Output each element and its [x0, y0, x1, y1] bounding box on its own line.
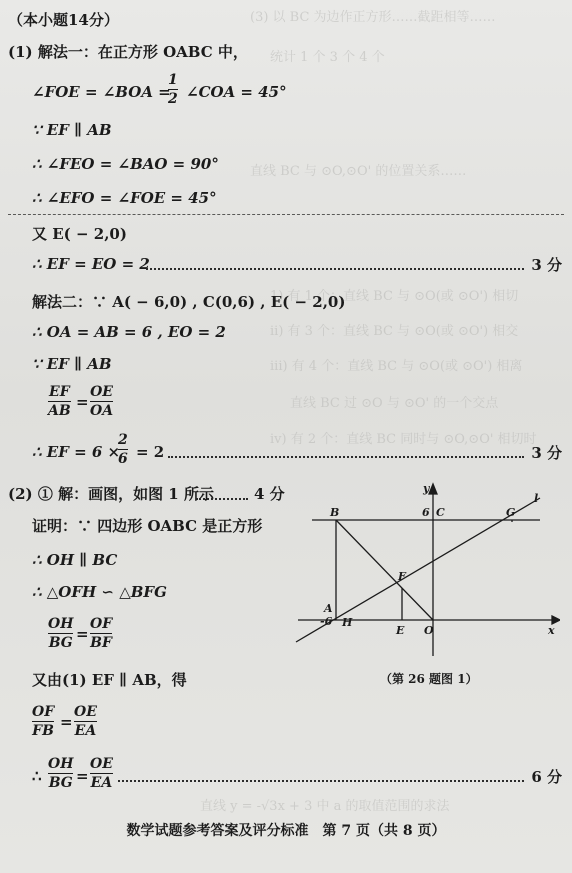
fraction-bar — [48, 401, 71, 402]
label-h: H — [342, 616, 353, 629]
line1-tail: ∠COA = 45° — [186, 83, 287, 101]
fraction-bar — [48, 633, 73, 634]
label-c: C — [436, 506, 445, 519]
ghost-text: iv) 有 2 个：直线 BC 同时与 ⊙O,⊙O' 相切时 — [270, 432, 537, 447]
part1-line2: ∵ EF ∥ AB — [32, 121, 112, 139]
fraction-numerator: OH — [48, 616, 74, 632]
page-footer: 数学试题参考答案及评分标准 第 7 页（共 8 页） — [126, 823, 446, 839]
score-4: 4 分 — [254, 485, 285, 503]
alt-solution-label: 解法二：∵ A( − 6,0) , C(0,6) , E( − 2,0) — [32, 293, 346, 311]
label-x: x — [548, 624, 555, 637]
fraction-denominator: BF — [90, 635, 112, 651]
part1-line5: 又 E( − 2,0) — [32, 225, 127, 243]
fraction-bar — [90, 773, 113, 774]
part1-line3: ∴ ∠FEO = ∠BAO = 90° — [32, 155, 219, 173]
part1-line1 — [32, 82, 171, 102]
label-a: A — [324, 602, 333, 615]
dot-leader — [196, 498, 248, 500]
fraction-ef-ab — [48, 384, 71, 419]
part1-label: (1) 解法一：在正方形 OABC 中， — [8, 43, 248, 61]
ghost-text: 直线 BC 与 ⊙O,⊙O' 的位置关系…… — [250, 164, 467, 179]
fraction-oe-ea — [74, 704, 97, 739]
proof-line3: ∴ △OFH ∽ △BFG — [32, 583, 167, 601]
dashed-separator — [8, 214, 564, 215]
fraction-half — [168, 72, 178, 107]
fraction-numerator: 2 — [118, 432, 128, 448]
alt-line4: ∴ EF = 6 × — [32, 443, 121, 461]
coordinate-figure — [290, 480, 560, 660]
conclusion-therefore: ∴ — [32, 767, 42, 785]
ghost-text: ii) 有 3 个：直线 BC 与 ⊙O(或 ⊙O') 相交 — [270, 324, 519, 339]
ghost-text: 直线 BC 过 ⊙O 与 ⊙O' 的一个交点 — [290, 396, 499, 411]
label-b: B — [330, 506, 340, 519]
label-o: O — [424, 624, 434, 637]
ghost-text: 统计 1 个 3 个 4 个 — [270, 50, 385, 65]
fraction-oh-bg-final — [48, 756, 73, 791]
fraction-numerator: OF — [32, 704, 55, 720]
part2-label: (2) ① 解：画图，如图 1 所示 — [8, 485, 214, 503]
fraction-numerator: OF — [90, 616, 113, 632]
fraction-bar — [32, 721, 54, 722]
fraction-bar — [118, 449, 128, 450]
equals-sign: = — [76, 767, 89, 785]
score-6: 6 分 — [531, 768, 562, 786]
fraction-bar — [168, 89, 178, 90]
score-3-b: 3 分 — [531, 444, 562, 462]
fraction-denominator: AB — [48, 403, 71, 419]
label-e: E — [396, 624, 405, 637]
fraction-bar — [90, 401, 113, 402]
fraction-denominator: FB — [32, 723, 54, 739]
figure-caption: （第 26 题图 1） — [380, 672, 478, 686]
fraction-numerator: OE — [90, 384, 113, 400]
label-six-top: 6 — [422, 506, 430, 519]
fraction-of-fb — [32, 704, 54, 739]
equals-sign: = — [76, 625, 89, 643]
alt-line4-tail: = 2 — [136, 443, 165, 461]
alt-line2: ∵ EF ∥ AB — [32, 355, 112, 373]
ghost-text: (3) 以 BC 为边作正方形……截距相等…… — [250, 10, 496, 25]
ghost-text: iii) 有 4 个：直线 BC 与 ⊙O(或 ⊙O') 相离 — [270, 359, 523, 374]
part1-line4: ∴ ∠EFO = ∠FOE = 45° — [32, 189, 217, 207]
fraction-numerator: 1 — [168, 72, 178, 88]
label-g: G — [506, 506, 516, 519]
dot-leader — [146, 268, 524, 270]
problem-header: （本小题14分） — [8, 11, 119, 29]
fraction-oh-bg — [48, 616, 73, 651]
label-y: y — [423, 482, 430, 495]
fraction-bar — [74, 721, 97, 722]
equals-sign: = — [76, 393, 89, 411]
equals-sign: = — [60, 713, 73, 731]
alt-line1: ∴ OA = AB = 6 , EO = 2 — [32, 323, 226, 341]
fraction-numerator: OE — [74, 704, 97, 720]
label-neg-six: -6 — [320, 615, 333, 628]
fraction-oe-oa — [90, 384, 113, 419]
proof-line1: 证明：∵ 四边形 OABC 是正方形 — [32, 517, 263, 535]
fraction-bar — [90, 633, 112, 634]
proof-line2: ∴ OH ∥ BC — [32, 551, 118, 569]
part1-line6: ∴ EF = EO = 2 — [32, 255, 150, 273]
line1-text: ∠FOE = ∠BOA = — [32, 83, 171, 101]
dot-leader — [168, 456, 524, 458]
fraction-numerator: EF — [49, 384, 70, 400]
fraction-denominator: 6 — [118, 451, 128, 467]
fraction-two-six — [118, 432, 128, 467]
fraction-denominator: 2 — [168, 91, 178, 107]
fraction-denominator: EA — [74, 723, 97, 739]
fraction-denominator: OA — [90, 403, 114, 419]
proof-line5: 又由(1) EF ∥ AB，得 — [32, 671, 187, 689]
fraction-denominator: EA — [90, 775, 113, 791]
dot-leader — [118, 780, 524, 782]
fraction-of-bf — [90, 616, 112, 651]
fraction-numerator: OE — [90, 756, 113, 772]
x-axis-arrow — [552, 616, 560, 624]
fraction-oe-ea-final — [90, 756, 113, 791]
fraction-numerator: OH — [48, 756, 74, 772]
y-axis-arrow — [429, 484, 437, 494]
score-3-a: 3 分 — [531, 256, 562, 274]
fraction-bar — [48, 773, 73, 774]
ghost-text: 直线 y = -√3x + 3 中 a 的取值范围的求法 — [200, 799, 450, 814]
ghost-text: 1) 有 1 个：直线 BC 与 ⊙O(或 ⊙O') 相切 — [270, 289, 519, 304]
label-l: l — [534, 492, 539, 505]
fraction-denominator: BG — [48, 635, 73, 651]
label-f: F — [398, 570, 406, 583]
fraction-denominator: BG — [48, 775, 73, 791]
